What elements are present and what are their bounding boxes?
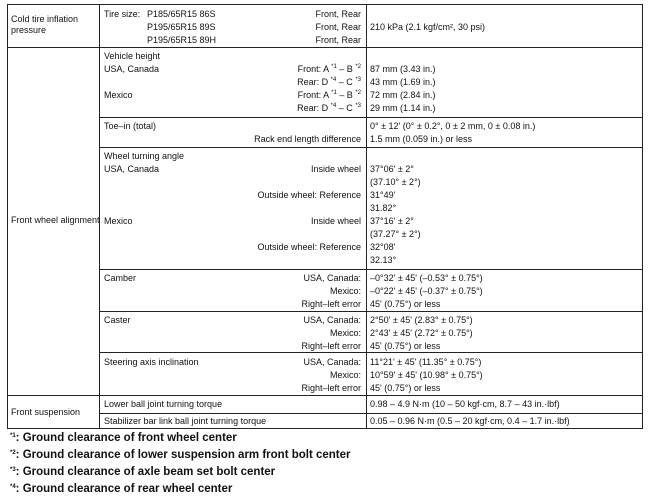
footnote: $^{*4}$: Ground clearance of rear wheel center	[10, 483, 233, 495]
footnote: $^{*3}$: Ground clearance of axle beam set bolt center	[10, 466, 276, 478]
row-divider	[99, 147, 642, 148]
vehicle-height-value: 29 mm (1.14 in.)	[370, 103, 436, 113]
vehicle-height-usa-label: USA, Canada	[104, 64, 160, 74]
turning-value: 37°16' ± 2°	[370, 216, 414, 226]
inside-wheel-label: Inside wheel	[310, 164, 361, 174]
sai-label: USA, Canada:	[303, 357, 361, 367]
outside-wheel-label: Outside wheel: Reference	[257, 190, 361, 200]
caster-title: Caster	[104, 315, 131, 325]
camber-label: Mexico:	[329, 286, 361, 296]
turning-mexico-label: Mexico	[104, 216, 133, 226]
vehicle-height-value: 87 mm (3.43 in.)	[370, 64, 436, 74]
footnote: $^{*2}$: Ground clearance of lower suspension arm front bolt center	[10, 449, 351, 461]
sai-title: Steering axis inclination	[104, 357, 199, 367]
vehicle-height-mexico-label: Mexico	[104, 90, 133, 100]
front-suspension-label: Front suspension	[11, 407, 81, 417]
turning-value: (37.27° ± 2°)	[370, 229, 421, 239]
row-divider	[99, 352, 642, 353]
tire-position: Front, Rear	[315, 35, 361, 45]
turning-value: 37°06' ± 2°	[370, 164, 414, 174]
sai-label: Right–left error	[301, 383, 361, 393]
camber-label: Right–left error	[301, 299, 361, 309]
front-wheel-alignment-label: Front wheel alignment	[11, 215, 100, 225]
toe-in-title: Toe–in (total)	[104, 121, 157, 131]
row-divider	[8, 395, 642, 396]
camber-value: 45' (0.75°) or less	[370, 299, 441, 309]
row-divider	[99, 413, 642, 414]
caster-value: 2°43' ± 45' (2.72° ± 0.75°)	[370, 328, 473, 338]
row-divider	[99, 311, 642, 312]
turning-value: 31°49'	[370, 190, 396, 200]
vehicle-height-value: 72 mm (2.84 in.)	[370, 90, 436, 100]
vehicle-height-rear-ref: Rear: D $^{*4}$ – C $^{*3}$	[297, 77, 361, 87]
tire-pressure-label: Cold tire inflation pressure	[11, 14, 79, 35]
suspension-row-label: Stabilizer bar link ball joint turning torque	[104, 416, 267, 426]
sai-value: 45' (0.75°) or less	[370, 383, 441, 393]
suspension-row-value: 0.05 – 0.96 N·m (0.5 – 20 kgf·cm, 0.4 – 1.7 in.·lbf)	[370, 416, 570, 426]
turning-usa-label: USA, Canada	[104, 164, 160, 174]
tire-position: Front, Rear	[315, 9, 361, 19]
rack-end-label: Rack end length difference	[254, 134, 361, 144]
camber-title: Camber	[104, 273, 137, 283]
sai-value: 10°59' ± 45' (10.98° ± 0.75°)	[370, 370, 483, 380]
row-divider	[8, 47, 642, 48]
vehicle-height-value: 43 mm (1.69 in.)	[370, 77, 436, 87]
camber-value: –0°22' ± 45' (–0.37° ± 0.75°)	[370, 286, 483, 296]
turning-angle-title: Wheel turning angle	[104, 151, 185, 161]
tire-size: P195/65R15 89H	[147, 35, 217, 45]
inside-wheel-label: Inside wheel	[310, 216, 361, 226]
footnote: $^{*1}$: Ground clearance of front wheel center	[10, 432, 237, 444]
outside-wheel-label: Outside wheel: Reference	[257, 242, 361, 252]
rack-end-value: 1.5 mm (0.059 in.) or less	[370, 134, 473, 144]
toe-in-value: 0° ± 12' (0° ± 0.2°, 0 ± 2 mm, 0 ± 0.08 in.)	[370, 121, 536, 131]
tire-size: P195/65R15 89S	[147, 22, 216, 32]
sai-value: 11°21' ± 45' (11.35° ± 0.75°)	[370, 357, 482, 367]
row-divider	[99, 269, 642, 270]
suspension-row-value: 0.98 – 4.9 N·m (10 – 50 kgf·cm, 8.7 – 43 in.·lbf)	[370, 399, 560, 409]
turning-value: 31.82°	[370, 203, 397, 213]
caster-label: Mexico:	[329, 328, 361, 338]
row-divider	[99, 117, 642, 118]
camber-value: –0°32' ± 45' (–0.53° ± 0.75°)	[370, 273, 483, 283]
vehicle-height-front-ref: Front: A $^{*1}$ – B $^{*2}$	[297, 90, 361, 100]
turning-value: 32.13°	[370, 255, 397, 265]
suspension-row-label: Lower ball joint turning torque	[104, 399, 223, 409]
tire-size-label: Tire size:	[104, 9, 141, 19]
sai-label: Mexico:	[329, 370, 361, 380]
tire-pressure-value: 210 kPa (2.1 kgf/cm², 30 psi)	[370, 22, 486, 32]
caster-label: USA, Canada:	[303, 315, 361, 325]
caster-value: 45' (0.75°) or less	[370, 341, 441, 351]
vehicle-height-rear-ref: Rear: D $^{*4}$ – C $^{*3}$	[297, 103, 361, 113]
tire-size: P185/65R15 86S	[147, 9, 216, 19]
camber-label: USA, Canada:	[303, 273, 361, 283]
vehicle-height-title: Vehicle height	[104, 51, 161, 61]
turning-value: (37.10° ± 2°)	[370, 177, 421, 187]
caster-value: 2°50' ± 45' (2.83° ± 0.75°)	[370, 315, 473, 325]
tire-position: Front, Rear	[315, 22, 361, 32]
vehicle-height-front-ref: Front: A $^{*1}$ – B $^{*2}$	[297, 64, 361, 74]
turning-value: 32°08'	[370, 242, 396, 252]
column-divider	[366, 5, 367, 428]
spec-table	[7, 4, 643, 429]
caster-label: Right–left error	[301, 341, 361, 351]
